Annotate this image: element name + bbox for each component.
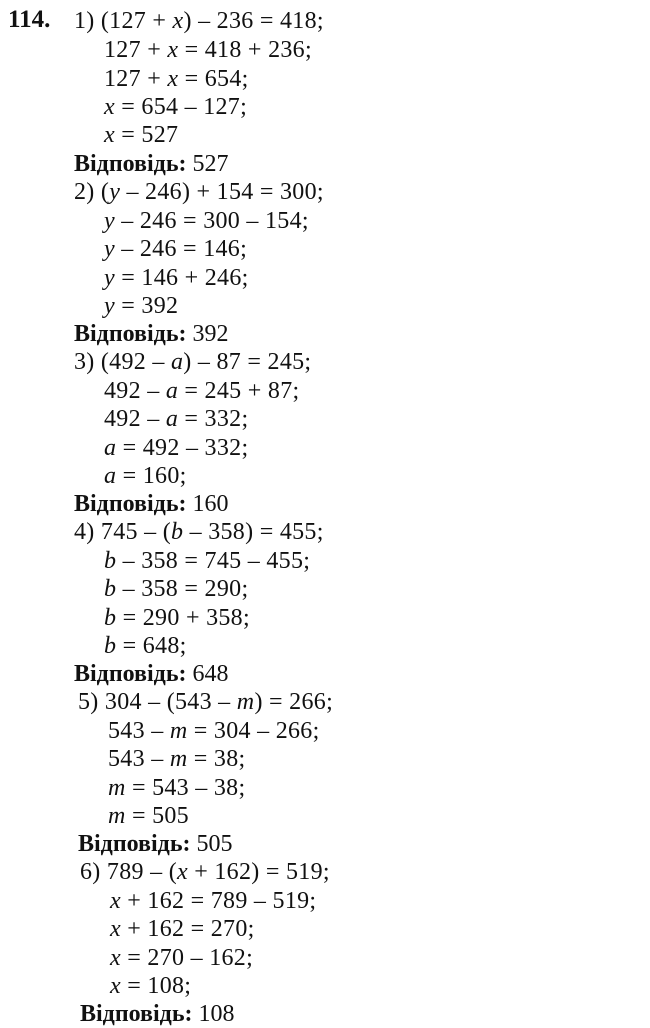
equation-line: 2) (y – 246) + 154 = 300; (74, 179, 324, 205)
answer-label: Відповідь: (74, 661, 187, 687)
equation-line: 5) 304 – (543 – m) = 266; (78, 689, 334, 715)
answer-value: 392 (192, 321, 229, 347)
equation-line: m = 543 – 38; (108, 775, 246, 801)
answer-line (78, 830, 233, 858)
answer-value: 527 (192, 151, 229, 177)
equation-line: y = 146 + 246; (104, 265, 249, 291)
answer-line (74, 660, 229, 688)
equation-line: y – 246 = 146; (104, 236, 248, 262)
problem-number: 114. (8, 6, 51, 33)
equation-line: 4) 745 – (b – 358) = 455; (74, 519, 324, 545)
answer-value: 108 (198, 1001, 235, 1027)
equation-line: x = 527 (104, 122, 179, 148)
equation-line: x + 162 = 789 – 519; (110, 888, 317, 914)
equation-line: 127 + x = 654; (104, 66, 249, 92)
answer-label: Відповідь: (74, 321, 187, 347)
equation-line: 543 – m = 304 – 266; (108, 718, 320, 744)
equation-line: 127 + x = 418 + 236; (104, 37, 312, 63)
answer-label: Відповідь: (78, 831, 191, 857)
equation-line: b – 358 = 290; (104, 576, 249, 602)
answer-value: 505 (196, 831, 233, 857)
answer-label: Відповідь: (80, 1001, 193, 1027)
equation-line: x = 108; (110, 973, 192, 999)
equation-line: a = 160; (104, 463, 187, 489)
equation-line: 492 – a = 245 + 87; (104, 378, 300, 404)
equation-line: b = 648; (104, 633, 187, 659)
answer-line (74, 150, 229, 178)
answer-label: Відповідь: (74, 491, 187, 517)
equation-line: x = 270 – 162; (110, 945, 254, 971)
equation-line: y – 246 = 300 – 154; (104, 208, 309, 234)
equation-line: 6) 789 – (x + 162) = 519; (80, 859, 330, 885)
equation-line: 1) (127 + x) – 236 = 418; (74, 8, 324, 34)
equation-line: b – 358 = 745 – 455; (104, 548, 311, 574)
equation-line: y = 392 (104, 293, 179, 319)
equation-line: x = 654 – 127; (104, 94, 248, 120)
equation-line: 492 – a = 332; (104, 406, 249, 432)
equation-line: x + 162 = 270; (110, 916, 255, 942)
answer-line (80, 1000, 235, 1028)
equation-line: 543 – m = 38; (108, 746, 246, 772)
equation-line: m = 505 (108, 803, 189, 829)
equation-line: a = 492 – 332; (104, 435, 249, 461)
equation-line: b = 290 + 358; (104, 605, 250, 631)
answer-line (74, 490, 229, 518)
answer-line (74, 320, 229, 348)
equation-line: 3) (492 – a) – 87 = 245; (74, 349, 312, 375)
answer-value: 648 (192, 661, 229, 687)
answer-label: Відповідь: (74, 151, 187, 177)
answer-value: 160 (192, 491, 229, 517)
